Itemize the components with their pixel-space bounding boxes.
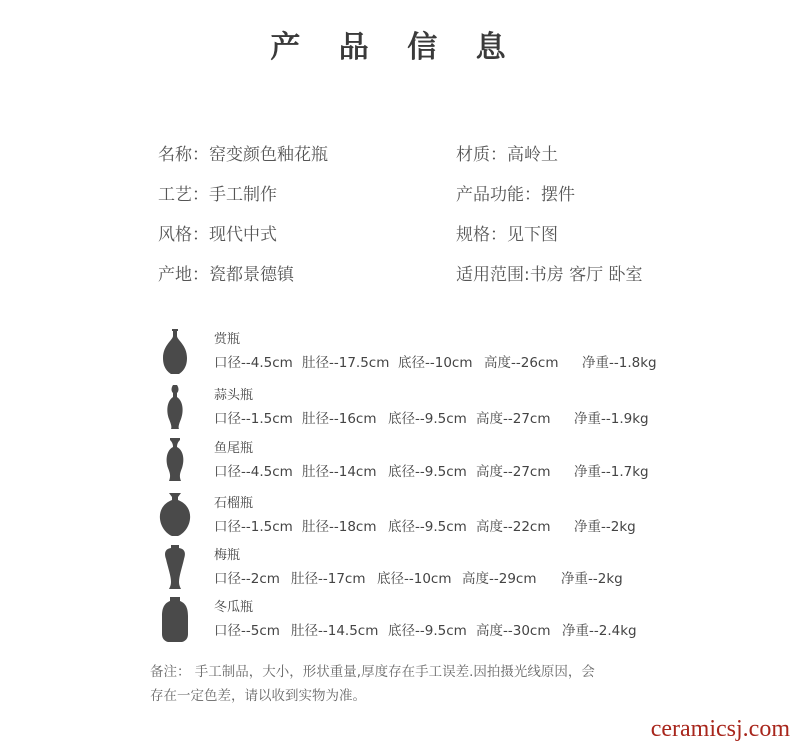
spec-belly: 肚径--17cm <box>291 571 366 587</box>
spec-belly: 肚径--16cm <box>302 411 377 427</box>
spec-weight: 净重--2kg <box>561 571 623 587</box>
vase-name: 梅瓶 <box>214 548 241 563</box>
spec-weight: 净重--1.9kg <box>574 411 649 427</box>
vase-name: 蒜头瓶 <box>214 388 254 403</box>
vase-item <box>158 328 718 378</box>
vase-donggua-icon <box>158 596 192 644</box>
spec-belly: 肚径--18cm <box>302 519 377 535</box>
vase-item <box>158 437 718 487</box>
vase-item <box>158 384 718 434</box>
vase-yuwei-icon <box>158 437 192 485</box>
spec-height: 高度--26cm <box>484 355 559 371</box>
spec-mouth: 口径--4.5cm <box>214 464 293 480</box>
vase-specs <box>214 515 636 535</box>
spec-belly: 肚径--14cm <box>302 464 377 480</box>
spec-mouth: 口径--1.5cm <box>214 519 293 535</box>
spec-weight: 净重--1.7kg <box>574 464 649 480</box>
note-line-1: 备注： 手工制品，大小，形状重量,厚度存在手工误差.因拍摄光线原因，会 <box>150 664 595 680</box>
vase-name: 鱼尾瓶 <box>214 441 254 456</box>
spec-base: 底径--10cm <box>398 355 473 371</box>
watermark: ceramicsj.com <box>650 716 790 742</box>
spec-height: 高度--27cm <box>476 464 551 480</box>
spec-weight: 净重--1.8kg <box>582 355 657 371</box>
vase-name: 赏瓶 <box>214 332 241 347</box>
spec-belly: 肚径--14.5cm <box>291 623 379 639</box>
page-title: 产 品 信 息 <box>270 30 520 65</box>
spec-mouth: 口径--1.5cm <box>214 411 293 427</box>
vase-suantou-icon <box>158 384 192 432</box>
vase-specs <box>214 567 623 587</box>
info-craft: 工艺：手工制作 <box>158 185 277 205</box>
spec-height: 高度--30cm <box>476 623 551 639</box>
spec-mouth: 口径--2cm <box>214 571 280 587</box>
vase-shangping-icon <box>158 328 192 376</box>
vase-specs <box>214 460 649 480</box>
spec-weight: 净重--2.4kg <box>562 623 637 639</box>
spec-base: 底径--9.5cm <box>388 623 467 639</box>
spec-mouth: 口径--4.5cm <box>214 355 293 371</box>
spec-base: 底径--9.5cm <box>388 464 467 480</box>
vase-item <box>158 544 718 594</box>
spec-base: 底径--9.5cm <box>388 519 467 535</box>
spec-base: 底径--9.5cm <box>388 411 467 427</box>
info-usage: 适用范围:书房 客厅 卧室 <box>456 265 643 285</box>
vase-specs <box>214 619 637 639</box>
info-origin: 产地：瓷都景德镇 <box>158 265 294 285</box>
info-name: 名称：窑变颜色釉花瓶 <box>158 145 328 165</box>
vase-item <box>158 492 718 542</box>
vase-specs <box>214 351 657 371</box>
note <box>150 660 650 708</box>
note-line-2: 存在一定色差，请以收到实物为准。 <box>150 688 366 704</box>
vase-specs <box>214 407 649 427</box>
info-material: 材质：高岭土 <box>456 145 558 165</box>
spec-belly: 肚径--17.5cm <box>302 355 390 371</box>
vase-meiping-icon <box>158 544 192 592</box>
spec-height: 高度--29cm <box>462 571 537 587</box>
spec-mouth: 口径--5cm <box>214 623 280 639</box>
vase-item <box>158 596 718 646</box>
info-spec: 规格：见下图 <box>456 225 558 245</box>
spec-height: 高度--27cm <box>476 411 551 427</box>
vase-name: 冬瓜瓶 <box>214 600 254 615</box>
info-style: 风格：现代中式 <box>158 225 277 245</box>
vase-shiliu-icon <box>158 492 192 540</box>
vase-name: 石榴瓶 <box>214 496 254 511</box>
spec-weight: 净重--2kg <box>574 519 636 535</box>
spec-height: 高度--22cm <box>476 519 551 535</box>
info-function: 产品功能：摆件 <box>456 185 575 205</box>
spec-base: 底径--10cm <box>377 571 452 587</box>
